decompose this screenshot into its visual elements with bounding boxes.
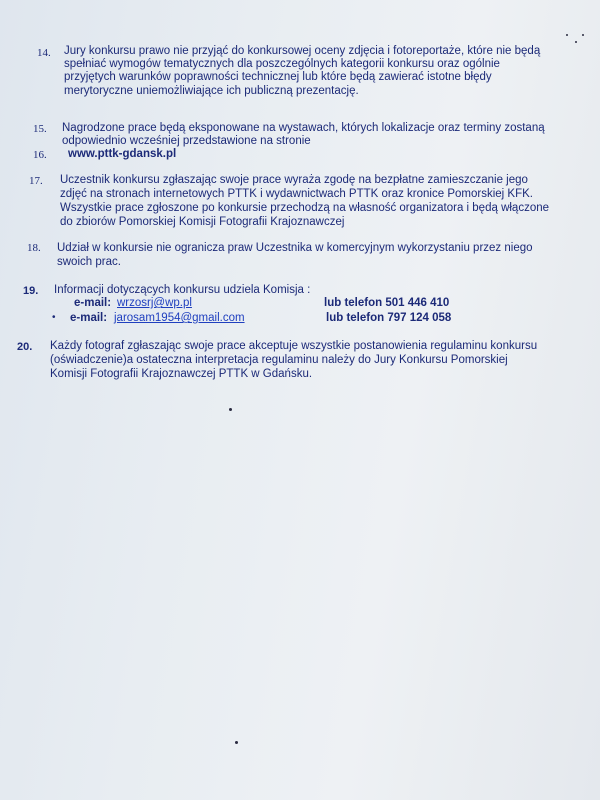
item-20-line: Komisji Fotografii Krajoznawczej PTTK w Gdańsku. — [50, 368, 313, 380]
paper-speck — [235, 741, 238, 744]
paper-speck — [566, 34, 568, 36]
item-14-line: spełniać wymogów tematycznych dla poszczególnych kategorii konkursu oraz ogólnie — [64, 58, 500, 70]
item-20-number: 20. — [17, 341, 33, 353]
item-17-line: do zbiorów Pomorskiej Komisji Fotografii Krajoznawczej — [60, 216, 345, 228]
item-14-line: Jury konkursu prawo nie przyjąć do konkursowej oceny zdjęcia i fotoreportaże, które nie będą — [64, 45, 541, 57]
paper-speck — [229, 408, 232, 411]
item-15-line: odpowiednio wcześniej przedstawione na stronie — [62, 135, 311, 147]
website-url: www.pttk-gdansk.pl — [68, 148, 177, 160]
item-19-number: 19. — [23, 285, 39, 297]
email-label: e-mail: — [74, 297, 112, 309]
item-18-line: swoich prac. — [57, 256, 121, 268]
item-17-line: Wszystkie prace zgłoszone po konkursie przechodzą na własność organizatora i będą włączone — [60, 202, 550, 214]
item-19-line: Informacji dotyczących konkursu udziela Komisja : — [54, 284, 311, 296]
item-20-line: (oświadczenie)a ostateczna interpretacja regulaminu należy do Jury Konkursu Pomorskiej — [50, 354, 508, 366]
item-15-number: 15. — [33, 123, 47, 135]
item-17-number: 17. — [29, 175, 43, 187]
item-14-line: przyjętych warunków poprawności technicznej lub które będą zawierać istotne błędy — [64, 71, 492, 83]
email-link[interactable]: wrzosrj@wp.pl — [117, 297, 192, 309]
phone-text: lub telefon 501 446 410 — [324, 297, 450, 309]
item-14-number: 14. — [37, 47, 51, 59]
item-15-line: Nagrodzone prace będą eksponowane na wystawach, których lokalizacje oraz terminy zostaną — [62, 122, 545, 134]
item-20-line: Każdy fotograf zgłaszając swoje prace akceptuje wszystkie postanowienia regulaminu konkursu — [50, 340, 538, 352]
phone-text: lub telefon 797 124 058 — [326, 312, 452, 324]
paper-speck — [575, 41, 577, 43]
item-17-line: Uczestnik konkursu zgłaszając swoje prace wyraża zgodę na bezpłatne zamieszczanie jego — [60, 174, 528, 186]
item-16-number: 16. — [33, 149, 47, 161]
item-17-line: zdjęć na stronach internetowych PTTK i wydawnictwach PTTK oraz kronice Pomorskiej KFK. — [60, 188, 533, 200]
paper-speck — [582, 34, 584, 36]
email-link[interactable]: jarosam1954@gmail.com — [114, 312, 245, 324]
item-14-line: merytoryczne uniemożliwiające ich publiczną prezentację. — [64, 85, 359, 97]
item-18-number: 18. — [27, 242, 41, 254]
bullet-icon: • — [52, 312, 56, 323]
email-label: e-mail: — [70, 312, 108, 324]
item-18-line: Udział w konkursie nie ogranicza praw Uczestnika w komercyjnym wykorzystaniu przez niego — [57, 242, 533, 254]
